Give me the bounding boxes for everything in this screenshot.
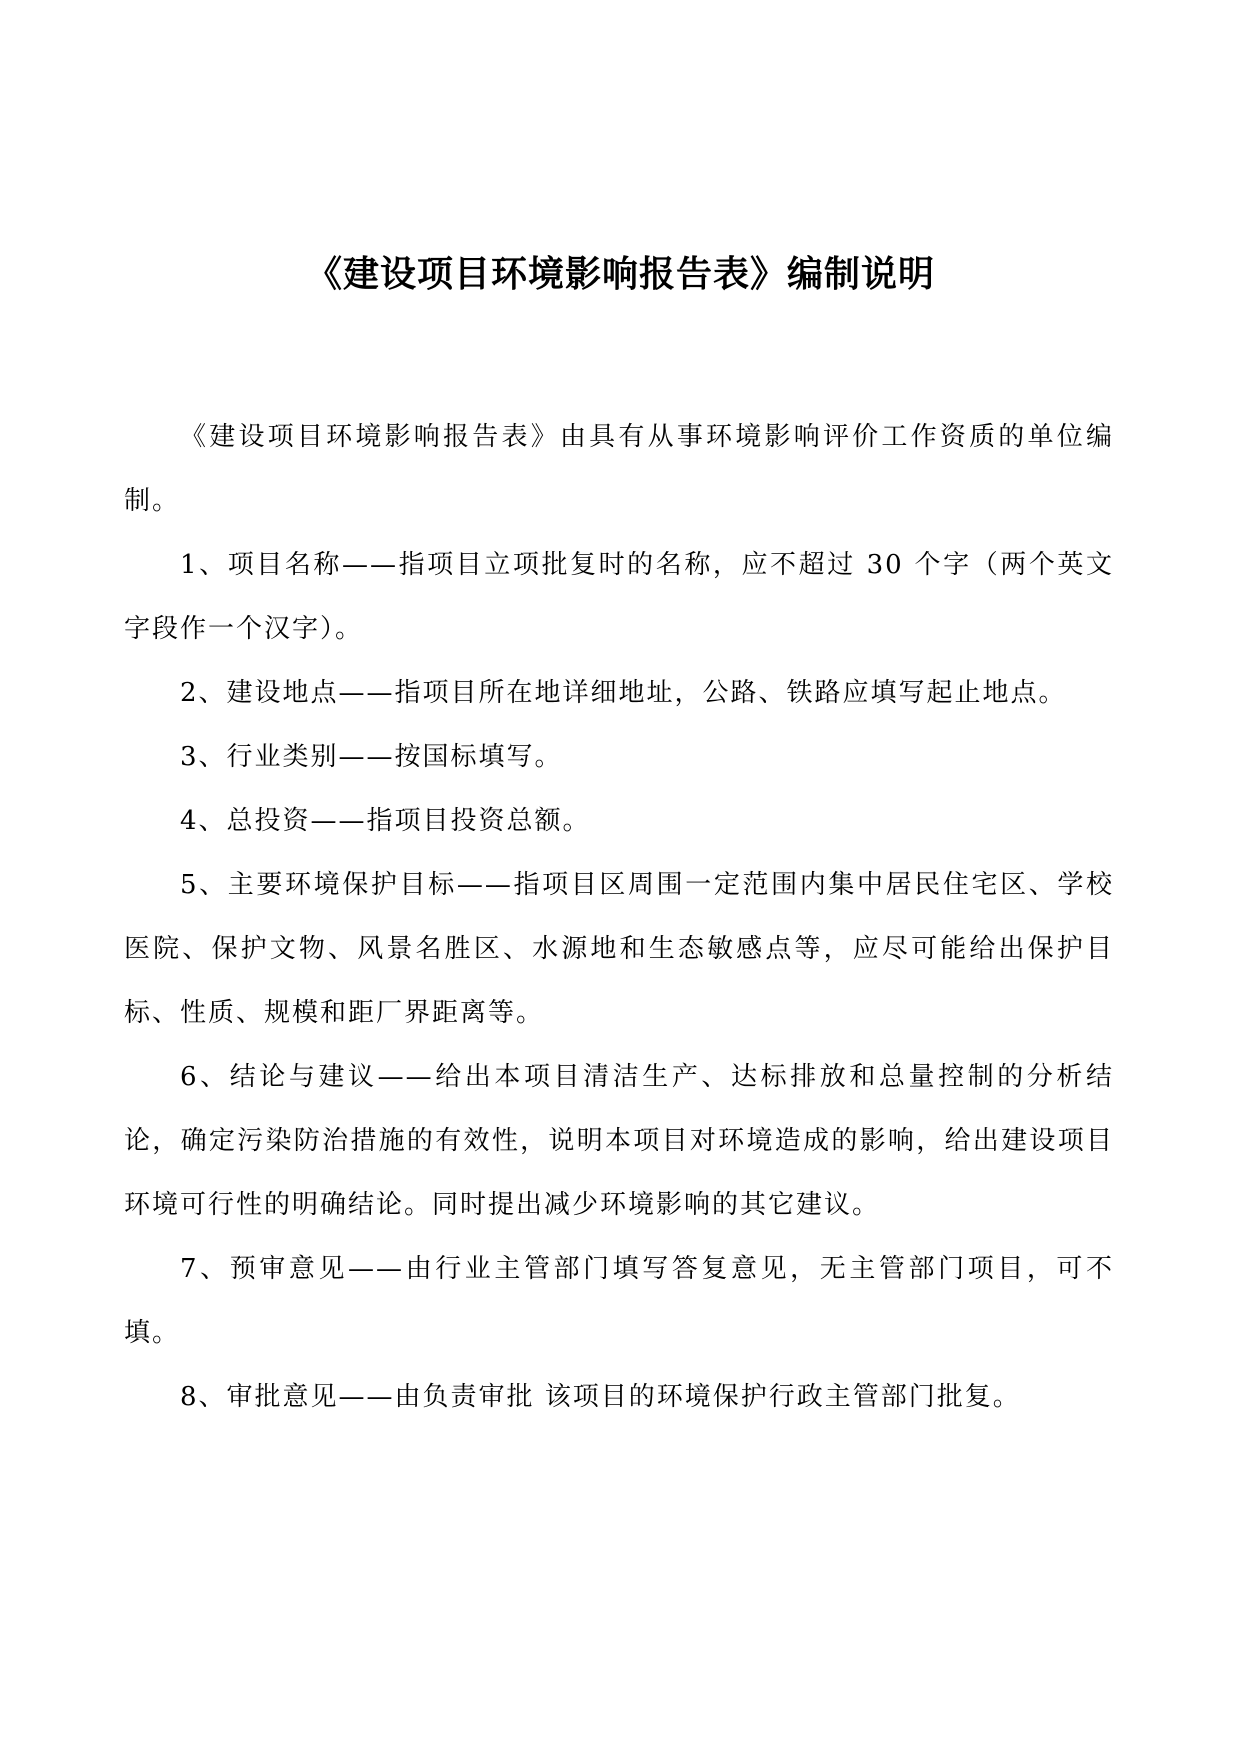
item-conclusions: 6、结论与建议——给出本项目清洁生产、达标排放和总量控制的分析结论，确定污染防治措施的有效性，说明本项目对环境造成的影响，给出建设项目环境可行性的明确结论。同时提出减少环境影响的其它建议。 bbox=[124, 1062, 1114, 1220]
item-approval-opinion: 8、审批意见——由负责审批 该项目的环境保护行政主管部门批复。 bbox=[180, 1382, 1021, 1412]
item-project-name: 1、项目名称——指项目立项批复时的名称，应不超过 30 个字（两个英文字段作一个汉字）。 bbox=[124, 550, 1114, 644]
intro-paragraph: 《建设项目环境影响报告表》由具有从事环境影响评价工作资质的单位编制。 bbox=[124, 422, 1114, 516]
item-preliminary-review: 7、预审意见——由行业主管部门填写答复意见，无主管部门项目，可不填。 bbox=[124, 1254, 1114, 1348]
item-industry-category: 3、行业类别——按国标填写。 bbox=[180, 742, 563, 772]
item-total-investment: 4、总投资——指项目投资总额。 bbox=[180, 806, 591, 836]
item-construction-site: 2、建设地点——指项目所在地详细地址，公路、铁路应填写起止地点。 bbox=[180, 678, 1067, 708]
document-title: 《建设项目环境影响报告表》编制说明 bbox=[305, 254, 935, 295]
item-protection-targets: 5、主要环境保护目标——指项目区周围一定范围内集中居民住宅区、学校医院、保护文物、风景名胜区、水源地和生态敏感点等，应尽可能给出保护目标、性质、规模和距厂界距离等。 bbox=[124, 870, 1114, 1028]
document-body bbox=[124, 405, 1114, 1429]
